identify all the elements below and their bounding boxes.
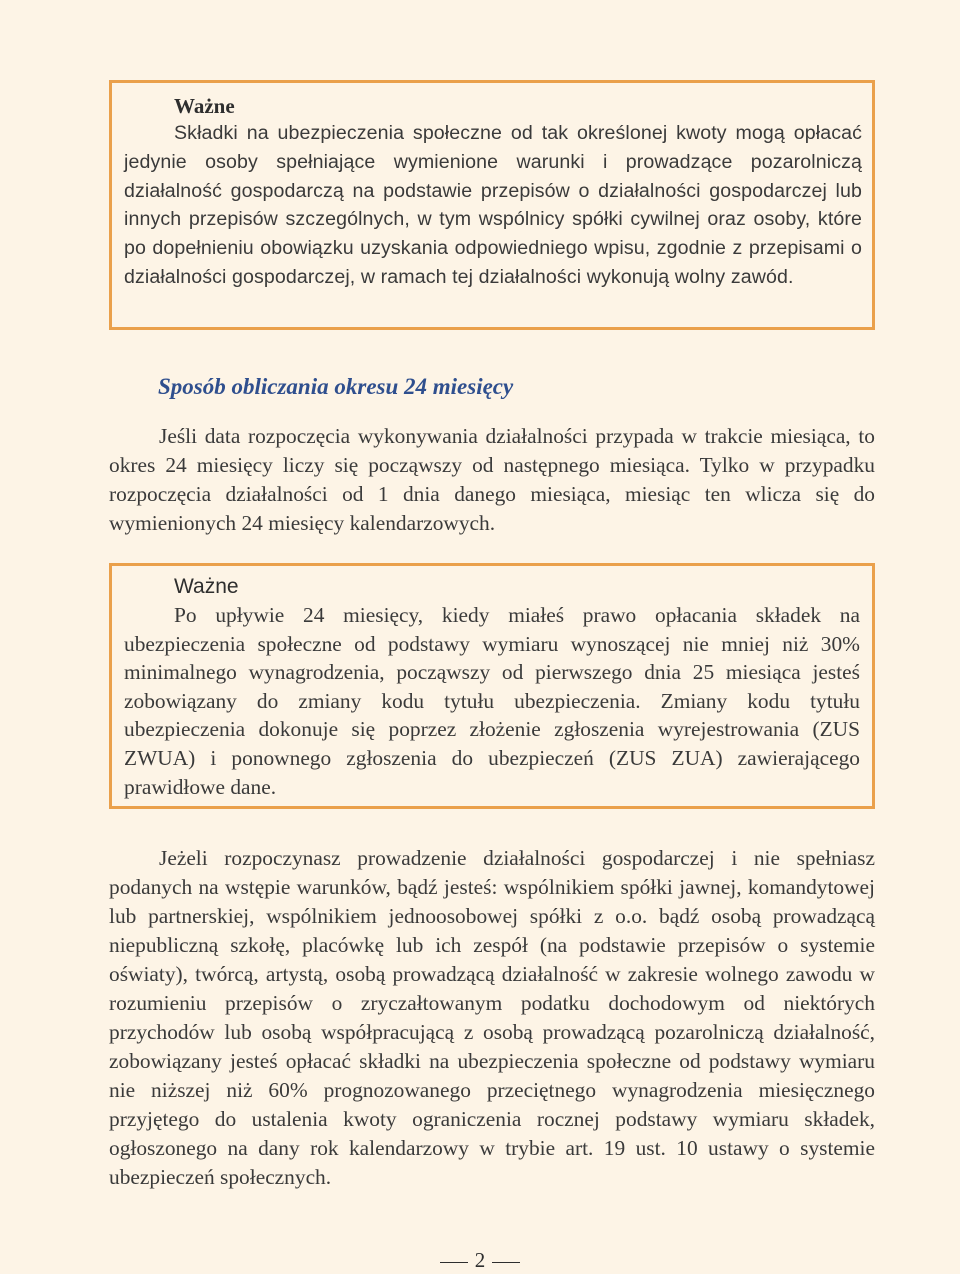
important-box-1-title: Ważne <box>174 94 235 118</box>
dash-right <box>492 1262 520 1263</box>
page-number-value: 2 <box>474 1248 486 1272</box>
section-paragraph: Jeśli data rozpoczęcia wykonywania działalności przypada w trakcie miesiąca, to okres 24 miesięcy liczy się począwszy od następnego miesiąca. Tylko w przypadku rozpoczęcia działalności od 1 dnia danego miesiąca, miesiąc ten wlicza się do wymienionych 24 miesięcy kalendarzowych. <box>109 424 875 535</box>
page-number <box>0 1248 960 1273</box>
final-paragraph: Jeżeli rozpoczynasz prowadzenie działalności gospodarczej i nie spełniasz podanych na wstępie warunków, bądź jesteś: wspólnikiem spółki jawnej, komandytowej lub partnerskiej, wspólnikiem jednoosobowej spółki z o.o. bądź osobą prowadzącą niepubliczną szkołę, placówkę lub ich zespół (na podstawie przepisów o systemie oświaty), twórcą, artystą, osobą prowadzącą działalność w zakresie wolnego zawodu w rozumieniu przepisów o zryczałtowanym podatku dochodowym od niektórych przychodów lub osobą współpracującą z osobą prowadzącą pozarolniczą działalność, zobowiązany jesteś opłacać składki na ubezpieczenia społeczne od podstawy wymiaru nie niższej niż 60% prognozowanego przeciętnego wynagrodzenia miesięcznego przyjętego do ustalenia kwoty ograniczenia rocznej podstawy wymiaru składek, ogłoszonego na dany rok kalendarzowy w trybie art. 19 ust. 10 ustawy o systemie ubezpieczeń społecznych. <box>109 846 875 1189</box>
important-box-2-text: Po upływie 24 miesięcy, kiedy miałeś prawo opłacania składek na ubezpieczenia społeczne od podstawy wymiaru wynoszącej nie mniej niż 30% minimalnego wynagrodzenia, począwszy od pierwszego dnia 25 miesiąca jesteś zobowiązany do zmiany kodu tytułu ubezpieczenia. Zmiany kodu tytułu ubezpieczenia dokonuje się poprzez złożenie zgłoszenia wyrejestrowania (ZUS ZWUA) i ponownego zgłoszenia do ubezpieczeń (ZUS ZUA) zawierającego prawidłowe dane. <box>124 603 860 799</box>
important-box-1 <box>109 80 875 330</box>
section-heading: Sposób obliczania okresu 24 miesięcy <box>158 374 514 399</box>
dash-left <box>440 1262 468 1263</box>
important-box-2 <box>109 563 875 809</box>
important-box-2-title: Ważne <box>174 575 239 598</box>
important-box-1-text: Składki na ubezpieczenia społeczne od tak określonej kwoty mogą opłacać jedynie osoby spełniające wymienione warunki i prowadzące pozarolniczą działalność gospodarczą na podstawie przepisów o działalności gospodarczej lub innych przepisów szczególnych, w tym wspólnicy spółki cywilnej oraz osoby, które po dopełnieniu obowiązku uzyskania odpowiedniego wpisu, zgodnie z przepisami o działalności gospodarczej, w ramach tej działalności wykonują wolny zawód. <box>124 122 862 288</box>
